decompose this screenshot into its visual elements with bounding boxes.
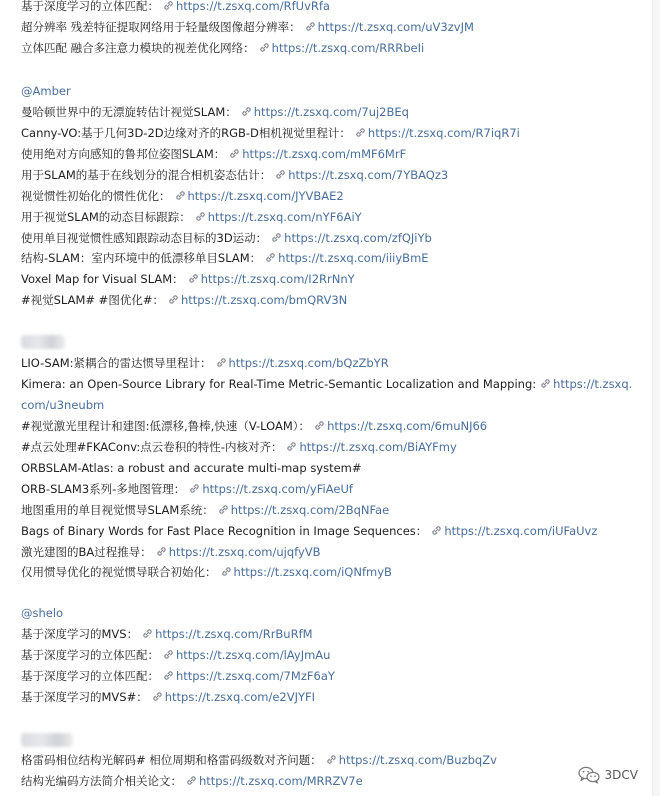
watermark (578, 766, 638, 784)
item-title: 地图重用的单目视觉惯导SLAM系统： (21, 503, 214, 517)
link-clip-icon (314, 420, 325, 431)
list-item (21, 542, 633, 563)
item-link[interactable]: https://t.zsxq.com/ujqfyVB (168, 545, 321, 559)
item-link[interactable]: https://t.zsxq.com/iiiyBmE (278, 251, 429, 265)
list-item (21, 353, 633, 374)
item-title: 超分辨率 残差特征提取网络用于轻量级图像超分辨率： (21, 20, 301, 34)
item-link[interactable]: https://t.zsxq.com/iUFaUvz (444, 524, 598, 538)
item-title: 使用绝对方向感知的鲁邦位姿图SLAM： (21, 147, 226, 161)
link-clip-icon (431, 525, 442, 536)
item-title: 基于深度学习的立体匹配： (21, 669, 159, 683)
link-clip-icon (189, 483, 200, 494)
item-link[interactable]: https://t.zsxq.com/zfQJiYb (284, 231, 432, 245)
author-mention[interactable]: @shelo (21, 606, 64, 620)
item-title: 用于SLAM的基于在线划分的混合相机姿态估计： (21, 168, 272, 182)
list-item (21, 750, 633, 771)
link-clip-icon (186, 775, 197, 786)
list-item (21, 500, 633, 521)
link-clip-icon (188, 273, 199, 284)
item-link[interactable]: https://t.zsxq.com/u3neubm (21, 377, 633, 412)
scrollbar-track[interactable] (652, 0, 660, 796)
list-item (21, 666, 633, 687)
item-title: 基于深度学习的立体匹配： (21, 648, 159, 662)
item-title: 立体匹配 融合多注意力模块的视差优化网络： (21, 41, 255, 55)
item-link[interactable]: https://t.zsxq.com/7YBAQz3 (288, 168, 449, 182)
link-clip-icon (241, 106, 252, 117)
list-item (21, 248, 633, 269)
list-item (21, 290, 633, 311)
item-link[interactable]: https://t.zsxq.com/6muNJ66 (327, 419, 488, 433)
item-link[interactable]: https://t.zsxq.com/2BqNFae (230, 503, 390, 517)
list-item (21, 687, 633, 708)
item-title: 结构-SLAM：室内环境中的低漂移单目SLAM： (21, 251, 262, 265)
list-item (21, 186, 633, 207)
item-link[interactable]: https://t.zsxq.com/7MzF6aY (176, 669, 335, 683)
link-clip-icon (275, 169, 286, 180)
item-link[interactable]: https://t.zsxq.com/RRRbeIi (271, 41, 425, 55)
link-clip-icon (286, 441, 297, 452)
item-link[interactable]: https://t.zsxq.com/BuzbqZv (338, 753, 497, 767)
link-clip-icon (221, 566, 232, 577)
link-clip-icon (163, 649, 174, 660)
item-title: 基于深度学习的立体匹配： (21, 0, 159, 13)
item-title: Bags of Binary Words for Fast Place Recognition in Image Sequences： (21, 524, 428, 538)
link-clip-icon (271, 232, 282, 243)
link-clip-icon (156, 546, 167, 557)
item-title: Canny-VO:基于几何3D-2D边缘对齐的RGB-D相机视觉里程计： (21, 126, 351, 140)
list-item (21, 123, 633, 144)
item-title: Kimera: an Open-Source Library for Real-Time Metric-Semantic Localization and Mapping: (21, 377, 537, 391)
link-clip-icon (305, 21, 316, 32)
item-link[interactable]: https://t.zsxq.com/R7iqR7i (367, 126, 520, 140)
item-title: ORB-SLAM3系列-多地图管理： (21, 482, 186, 496)
item-title: #视觉SLAM# #图优化#： (21, 293, 164, 307)
list-item (21, 207, 633, 228)
list-item (21, 0, 633, 17)
link-clip-icon (355, 127, 366, 138)
item-title: 使用单目视觉惯性感知跟踪动态目标的3D运动： (21, 231, 268, 245)
list-item (21, 416, 633, 437)
item-title: LIO-SAM:紧耦合的雷达惯导里程计： (21, 356, 212, 370)
list-item (21, 102, 633, 123)
link-clip-icon (326, 754, 337, 765)
item-link[interactable]: https://t.zsxq.com/iQNfmyB (233, 565, 392, 579)
wechat-icon (578, 766, 600, 784)
link-clip-icon (195, 211, 206, 222)
link-clip-icon (168, 294, 179, 305)
author-mention[interactable]: @Amber (21, 84, 71, 98)
link-clip-icon (218, 504, 229, 515)
item-link[interactable]: https://t.zsxq.com/RfUvRfa (176, 0, 330, 13)
item-title: 用于视觉SLAM的动态目标跟踪： (21, 210, 191, 224)
item-link[interactable]: https://t.zsxq.com/JYVBAE2 (187, 189, 344, 203)
item-title: 曼哈顿世界中的无漂旋转估计视觉SLAM： (21, 105, 237, 119)
item-link[interactable]: https://t.zsxq.com/I2RrNnY (200, 272, 355, 286)
list-item (21, 458, 633, 479)
list-item (21, 645, 633, 666)
link-clip-icon (175, 190, 186, 201)
author-mention-redacted (21, 733, 73, 747)
item-title: Voxel Map for Visual SLAM： (21, 272, 184, 286)
list-item (21, 521, 633, 542)
item-title: 基于深度学习的MVS#： (21, 690, 148, 704)
link-clip-icon (216, 357, 227, 368)
item-link[interactable]: https://t.zsxq.com/7uj2BEq (253, 105, 409, 119)
item-title: ORBSLAM-Atlas: a robust and accurate multi-map system# (21, 461, 362, 475)
list-item (21, 38, 633, 59)
item-link[interactable]: https://t.zsxq.com/bQzZbYR (228, 356, 389, 370)
item-link[interactable]: https://t.zsxq.com/bmQRV3N (180, 293, 348, 307)
item-title: 格雷码相位结构光解码# 相位周期和格雷码级数对齐问题： (21, 753, 322, 767)
item-title: #视觉激光里程计和建图:低漂移,鲁棒,快速（V-LOAM）： (21, 419, 311, 433)
link-clip-icon (163, 670, 174, 681)
item-link[interactable]: https://t.zsxq.com/yFiAeUf (202, 482, 353, 496)
list-item (21, 374, 633, 416)
item-link[interactable]: https://t.zsxq.com/lAyJmAu (176, 648, 331, 662)
item-title: 激光建图的BA过程推导： (21, 545, 152, 559)
link-clip-icon (152, 691, 163, 702)
list-item (21, 771, 633, 792)
link-clip-icon (259, 42, 270, 53)
link-clip-icon (163, 0, 174, 11)
item-title: 结构光编码方法简介相关论文： (21, 774, 182, 788)
item-link[interactable]: https://t.zsxq.com/BiAYFmy (299, 440, 457, 454)
item-link[interactable]: https://t.zsxq.com/e2VJYFI (164, 690, 316, 704)
item-link[interactable]: https://t.zsxq.com/MRRZV7e (199, 774, 363, 788)
list-item (21, 269, 633, 290)
item-title: 基于深度学习的MVS： (21, 627, 139, 641)
list-item (21, 624, 633, 645)
list-item (21, 437, 633, 458)
item-link[interactable]: https://t.zsxq.com/mMF6MrF (242, 147, 407, 161)
list-item (21, 144, 633, 165)
item-link[interactable]: https://t.zsxq.com/nYF6AiY (207, 210, 362, 224)
item-title: #点云处理#FKAConv:点云卷积的特性-内核对齐： (21, 440, 283, 454)
author-mention-redacted (21, 335, 65, 349)
list-item (21, 17, 633, 38)
watermark-label: 3DCV (604, 768, 638, 782)
item-title: 仅用惯导优化的视觉惯导联合初始化： (21, 565, 217, 579)
list-item (21, 479, 633, 500)
item-link[interactable]: https://t.zsxq.com/RrBuRfM (155, 627, 313, 641)
item-title: 视觉惯性初始化的惯性优化： (21, 189, 171, 203)
list-item (21, 165, 633, 186)
item-link[interactable]: https://t.zsxq.com/uV3zvJM (317, 20, 474, 34)
link-clip-icon (142, 628, 153, 639)
link-clip-icon (229, 148, 240, 159)
list-item (21, 562, 633, 583)
list-item (21, 228, 633, 249)
link-clip-icon (540, 378, 551, 389)
link-clip-icon (265, 252, 276, 263)
